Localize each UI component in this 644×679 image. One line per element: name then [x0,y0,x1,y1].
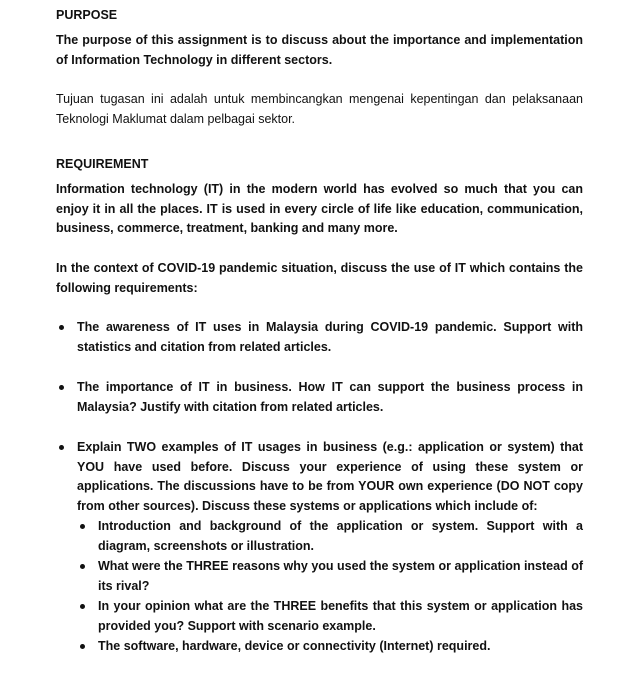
bullet-dot-icon [59,385,64,390]
bullet-dot-icon [80,644,85,649]
requirement-bullet-text: The awareness of IT uses in Malaysia during COVID-19 pandemic. Support with statistics and citation from related articles. [77,320,583,354]
requirement-bullet-text: Explain TWO examples of IT usages in business (e.g.: application or system) that YOU have used before. Discuss your experience of using these system or applications. The discussions have to be from YOUR own experience (DO NOT copy from other sources). Discuss these systems or applications which include of: [77,440,583,513]
requirement-sub-bullet-text: Introduction and background of the application or system. Support with a diagram, screenshots or illustration. [98,519,583,553]
requirement-sub-bullet-text: What were the THREE reasons why you used the system or application instead of its rival? [98,559,583,593]
purpose-malay-paragraph: Tujuan tugasan ini adalah untuk membincangkan mengenai kepentingan dan pelaksanaan Teknologi Maklumat dalam pelbagai sektor. [56,92,583,126]
requirement-context-paragraph: In the context of COVID-19 pandemic situation, discuss the use of IT which contains the following requirements: [56,261,583,295]
bullet-dot-icon [59,325,64,330]
requirement-sub-bullet-text: The software, hardware, device or connectivity (Internet) required. [98,639,491,653]
bullet-dot-icon [80,524,85,529]
bullet-dot-icon [59,445,64,450]
purpose-heading: PURPOSE [56,8,118,22]
requirement-heading: REQUIREMENT [56,157,149,171]
requirement-bullet-text: The importance of IT in business. How IT can support the business process in Malaysia? Justify with citation from related articles. [77,380,583,414]
requirement-sub-bullet-text: In your opinion what are the THREE benefits that this system or application has provided you? Support with scenario example. [98,599,583,633]
bullet-dot-icon [80,564,85,569]
requirement-intro-paragraph: Information technology (IT) in the modern world has evolved so much that you can enjoy it in all the places. IT is used in every circle of life like education, communication, business, commerce, treatment, banking and many more. [56,182,583,236]
purpose-english-paragraph: The purpose of this assignment is to discuss about the importance and implementation of Information Technology in different sectors. [56,33,583,67]
bullet-dot-icon [80,604,85,609]
